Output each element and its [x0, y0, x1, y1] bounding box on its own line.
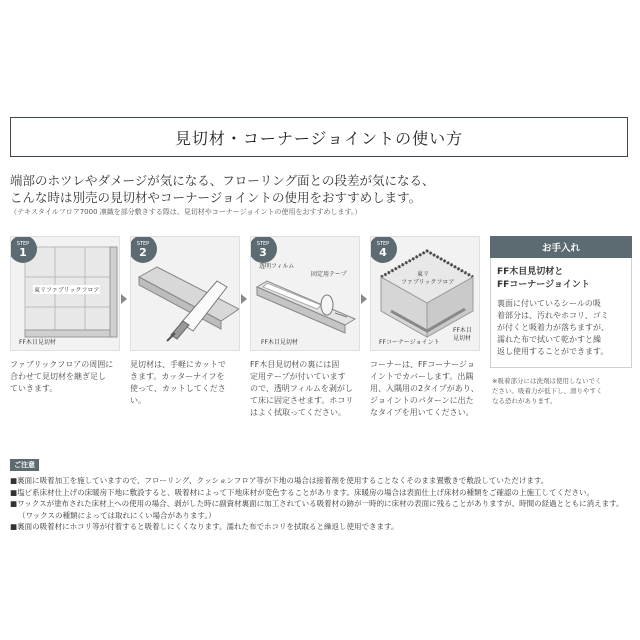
care-body	[497, 298, 625, 358]
care-line: 返し使用することができます。	[497, 347, 609, 356]
step-text-line: 合わせて見切材を継ぎ足し	[10, 372, 106, 381]
step-number: 4	[379, 245, 387, 259]
care-title-1: FF木目見切材と	[497, 267, 564, 277]
step-number: 3	[259, 245, 267, 259]
step-text-line: 見切材は、手軽にカットで	[130, 360, 226, 369]
label-corner-joint: FFコーナージョイント	[379, 339, 440, 346]
title-box	[10, 117, 628, 157]
step-text-line: イントでカバーします。出隅	[370, 372, 474, 381]
step-text-line: コーナーは、FFコーナージョ	[370, 360, 475, 369]
step-text-line: て床に固定させます。ホコリ	[250, 396, 354, 405]
caution-label: ご注意	[10, 459, 39, 471]
step-number: 1	[19, 245, 27, 259]
label-ff-wood: FF木目	[453, 327, 472, 334]
label-fabric-floor: ファブリックフロア	[401, 279, 455, 286]
step-1-illustration	[10, 236, 120, 351]
step-3	[250, 236, 360, 419]
step-text-line: 使って、カットしてください。	[130, 384, 226, 405]
step-2	[130, 236, 240, 407]
step-text-line: 定用テープが付いています	[250, 372, 346, 381]
label-ff-trim: FF木目見切材	[19, 339, 56, 346]
arrow-icon	[241, 294, 247, 304]
step-text-line: はよく拭取ってください。	[250, 408, 346, 417]
arrow-icon	[121, 294, 127, 304]
step-4	[370, 236, 480, 419]
step-1	[10, 236, 120, 395]
page-title: 見切材・コーナージョイントの使い方	[174, 128, 464, 148]
step-number: 2	[139, 245, 147, 259]
label-fabric-floor: 東リファブリックフロア	[34, 287, 100, 294]
care-note-line: ださい。吸着力が低下し、滑りやすく	[492, 387, 603, 395]
care-note-line: なる恐れがあります。	[492, 397, 557, 405]
label-ff-trim: FF木目見切材	[261, 339, 298, 346]
label-fixing-tape: 固定用テープ	[311, 271, 347, 278]
care-note-line: ※吸着部分には洗剤は使用しないでく	[492, 377, 602, 385]
step-text-line: FF木目見切材の裏には固	[250, 360, 340, 369]
step-1-text	[10, 359, 120, 395]
step-text-line: なタイプを用いてください。	[370, 408, 474, 417]
caution-item: ■裏面に吸着加工を施していますので、フローリング、クッションフロア等が下地の場合は接着剤を使用することなくそのまま置敷きで敷設していただけます。	[10, 476, 549, 485]
intro-line-1: 端部のホツレやダメージが気になる、フローリング面との段差が気になる、	[10, 173, 435, 188]
care-note	[490, 376, 632, 406]
step-text-line: ファブリックフロアの周囲に	[10, 360, 114, 369]
label-clear-film: 透明フィルム	[259, 263, 295, 270]
care-box	[490, 258, 632, 368]
step-text-line: 用、入隅用の2タイプがあり、	[370, 384, 479, 393]
care-line: 裏面に付いているシールの吸	[497, 299, 601, 308]
step-text-line: ていきます。	[10, 384, 58, 393]
caution-item: ■裏面の吸着材にホコリ等が付着すると吸着しにくくなります。濡れた布でホコリを拭取ると繰返し使用できます。	[10, 522, 399, 531]
step-3-illustration	[250, 236, 360, 351]
step-text-line: ジョイントのパターンに出た	[370, 396, 474, 405]
step-label: STEP	[376, 240, 390, 247]
arrow-icon	[361, 294, 367, 304]
care-panel	[490, 236, 632, 406]
label-trim: 見切材	[453, 335, 472, 342]
step-label: STEP	[136, 240, 150, 247]
step-2-illustration	[130, 236, 240, 351]
step-3-text	[250, 359, 360, 419]
care-title-2: FFコーナージョイント	[497, 280, 590, 290]
caution-item: ■ワックスが塗布された床材上への使用の場合、剥がした時に副資材裏面に加工されている吸着材の跡が一時的に床材の表面に残ることがありますが、時間の経過とともに消えます。	[10, 499, 624, 508]
step-text-line: ので、透明フィルムを剥がし	[250, 384, 353, 393]
intro-line-2: こんな時は別売の見切材やコーナージョイントの使用をおすすめします。	[10, 190, 422, 205]
step-label: STEP	[256, 240, 270, 247]
care-line: 着部分は、汚れやホコリ、ゴミ	[497, 311, 609, 320]
step-text-line: きます。カッターナイフを	[130, 372, 225, 381]
care-line: 濡れた布で拭いて乾かすと繰	[497, 335, 601, 344]
step-4-illustration	[370, 236, 480, 351]
care-header: お手入れ	[490, 236, 632, 258]
intro-note: （テキスタイルフロア7000 凛織を部分敷きする際は、見切材やコーナージョイントの使用をおすすめします。）	[10, 208, 362, 216]
label-toli: 東リ	[417, 271, 430, 278]
caution-item: ■塩ビ系床材仕上げの床暖房下地に敷設すると、吸着材によって下地床材が変色することがあります。床暖房の場合は表面仕上げ床材の種類をご確認の上施工してください。	[10, 487, 594, 497]
care-line: が付くと吸着力が落ちますが、	[497, 323, 609, 332]
step-2-text	[130, 359, 240, 407]
caution-section	[10, 452, 630, 533]
step-label: STEP	[16, 240, 30, 247]
caution-item: （ワックスの種類によっては取れにくい場合があります。）	[18, 510, 216, 520]
intro	[10, 172, 435, 206]
step-4-text	[370, 359, 480, 419]
